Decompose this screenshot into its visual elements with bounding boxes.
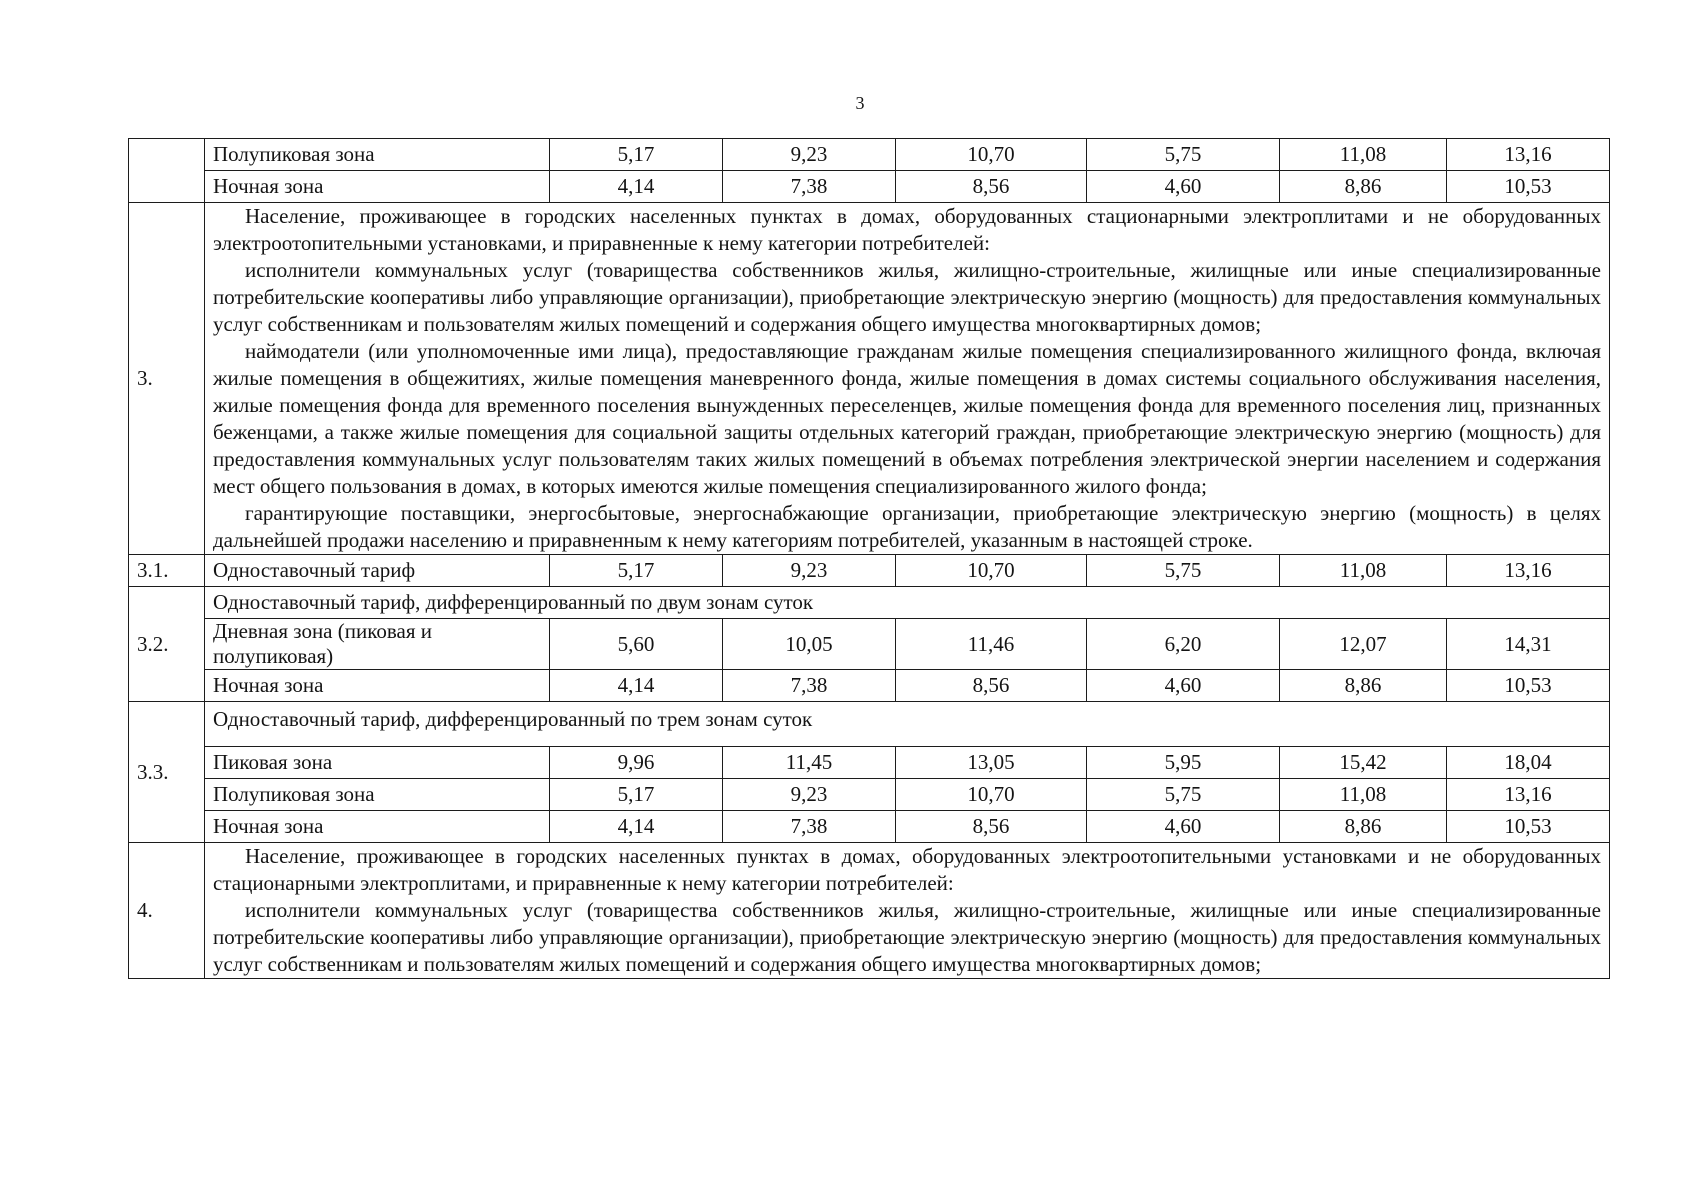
tariff-value: 4,60 (1087, 171, 1280, 203)
tariff-value: 5,17 (550, 139, 723, 171)
tariff-value: 8,56 (896, 171, 1087, 203)
table-row (129, 747, 1610, 779)
paragraph: исполнители коммунальных услуг (товарищества собственников жилья, жилищно-строительные, жилищные или иные специализированные потребительские кооперативы либо управляющие организации), приобретающие электрическую энергию (мощность) для предоставления коммунальных услуг собственникам и пользователям жилых помещений и содержания общего имущества многоквартирных домов; (213, 898, 1601, 976)
paragraph: гарантирующие поставщики, энергосбытовые, энергоснабжающие организации, приобретающие электрическую энергию (мощность) в целях дальнейшей продажи населению и приравненным к нему категориям потребителей, указанным в настоящей строке. (213, 501, 1601, 552)
zone-label: Ночная зона (205, 171, 550, 203)
table-row (129, 779, 1610, 811)
tariff-value: 4,60 (1087, 811, 1280, 843)
tariff-value: 18,04 (1447, 747, 1610, 779)
tariff-value: 10,53 (1447, 171, 1610, 203)
paragraph: Население, проживающее в городских населенных пунктах в домах, оборудованных электроотопительными установками и не оборудованных стационарными электроплитами, и приравненные к нему категории потребителей: (213, 844, 1601, 895)
tariff-value: 5,95 (1087, 747, 1280, 779)
tariff-value: 4,14 (550, 171, 723, 203)
page-number: 3 (855, 93, 865, 113)
tariff-value: 4,60 (1087, 670, 1280, 702)
tariff-value: 5,60 (550, 619, 723, 670)
tariff-value: 11,08 (1280, 139, 1447, 171)
zone-label: Ночная зона (205, 670, 550, 702)
row-number: 3. (129, 203, 205, 555)
tariff-value: 14,31 (1447, 619, 1610, 670)
table-row (129, 670, 1610, 702)
tariff-value: 10,05 (723, 619, 896, 670)
tariff-value: 10,70 (896, 779, 1087, 811)
tariff-value: 10,53 (1447, 670, 1610, 702)
table-row (129, 702, 1610, 747)
zone-label: Дневная зона (пиковая и полупиковая) (205, 619, 550, 670)
table-row (129, 139, 1610, 171)
row-number: 3.2. (129, 587, 205, 702)
tariff-value: 10,70 (896, 139, 1087, 171)
section-4-description (205, 843, 1610, 979)
tariff-value: 15,42 (1280, 747, 1447, 779)
tariff-value: 8,56 (896, 670, 1087, 702)
tariff-value: 4,14 (550, 670, 723, 702)
tariff-value: 5,75 (1087, 139, 1280, 171)
tariff-value: 13,05 (896, 747, 1087, 779)
table-row (129, 619, 1610, 670)
row-number: 3.1. (129, 555, 205, 587)
tariff-value: 13,16 (1447, 555, 1610, 587)
tariff-value: 10,70 (896, 555, 1087, 587)
row-number: 4. (129, 843, 205, 979)
table-row (129, 171, 1610, 203)
zone-label: Пиковая зона (205, 747, 550, 779)
tariff-value: 7,38 (723, 171, 896, 203)
tariff-value: 5,17 (550, 779, 723, 811)
section-3-description (205, 203, 1610, 555)
tariff-value: 11,45 (723, 747, 896, 779)
row-number-cell (129, 139, 205, 203)
tariff-value: 6,20 (1087, 619, 1280, 670)
paragraph: Население, проживающее в городских населенных пунктах в домах, оборудованных стационарными электроплитами и не оборудованных электроотопительными установками, и приравненные к нему категории потребителей: (213, 204, 1601, 255)
tariff-value: 4,14 (550, 811, 723, 843)
tariff-value: 7,38 (723, 670, 896, 702)
zone-label: Ночная зона (205, 811, 550, 843)
tariff-value: 8,86 (1280, 670, 1447, 702)
paragraph: исполнители коммунальных услуг (товарищества собственников жилья, жилищно-строительные, жилищные или иные специализированные потребительские кооперативы либо управляющие организации), приобретающие электрическую энергию (мощность) для предоставления коммунальных услуг собственникам и пользователям жилых помещений и содержания общего имущества многоквартирных домов; (213, 258, 1601, 336)
tariff-value: 11,46 (896, 619, 1087, 670)
section-3-description-row (129, 203, 1610, 555)
tariff-label: Одноставочный тариф (205, 555, 550, 587)
paragraph: наймодатели (или уполномоченные ими лица), предоставляющие гражданам жилые помещения специализированного жилищного фонда, включая жилые помещения в общежитиях, жилые помещения маневренного фонда, жилые помещения в домах системы социального обслуживания населения, жилые помещения фонда для временного поселения вынужденных переселенцев, жилые помещения фонда для временного поселения лиц, признанных беженцами, а также жилые помещения для социальной защиты отдельных категорий граждан, приобретающие электрическую энергию (мощность) для предоставления коммунальных услуг пользователям таких жилых помещений в объемах потребления электрической энергии населением и содержания мест общего пользования в домах, в которых имеются жилые помещения специализированного жилого фонда; (213, 339, 1601, 498)
tariff-value: 12,07 (1280, 619, 1447, 670)
tariff-value: 13,16 (1447, 779, 1610, 811)
tariff-value: 11,08 (1280, 779, 1447, 811)
tariff-value: 5,75 (1087, 555, 1280, 587)
tariff-value: 11,08 (1280, 555, 1447, 587)
zone-label: Полупиковая зона (205, 139, 550, 171)
tariff-value: 13,16 (1447, 139, 1610, 171)
table-row (129, 811, 1610, 843)
tariff-value: 5,17 (550, 555, 723, 587)
tariff-value: 8,56 (896, 811, 1087, 843)
tariff-value: 8,86 (1280, 171, 1447, 203)
section-4-description-row (129, 843, 1610, 979)
tariff-value: 7,38 (723, 811, 896, 843)
tariff-value: 8,86 (1280, 811, 1447, 843)
table-row (129, 555, 1610, 587)
table-row (129, 587, 1610, 619)
zone-label: Полупиковая зона (205, 779, 550, 811)
subsection-title: Одноставочный тариф, дифференцированный по трем зонам суток (205, 702, 1610, 747)
tariff-table (128, 138, 1610, 979)
subsection-title: Одноставочный тариф, дифференцированный по двум зонам суток (205, 587, 1610, 619)
tariff-value: 9,96 (550, 747, 723, 779)
tariff-value: 10,53 (1447, 811, 1610, 843)
tariff-value: 9,23 (723, 779, 896, 811)
tariff-value: 9,23 (723, 139, 896, 171)
tariff-value: 9,23 (723, 555, 896, 587)
tariff-value: 5,75 (1087, 779, 1280, 811)
row-number: 3.3. (129, 702, 205, 843)
